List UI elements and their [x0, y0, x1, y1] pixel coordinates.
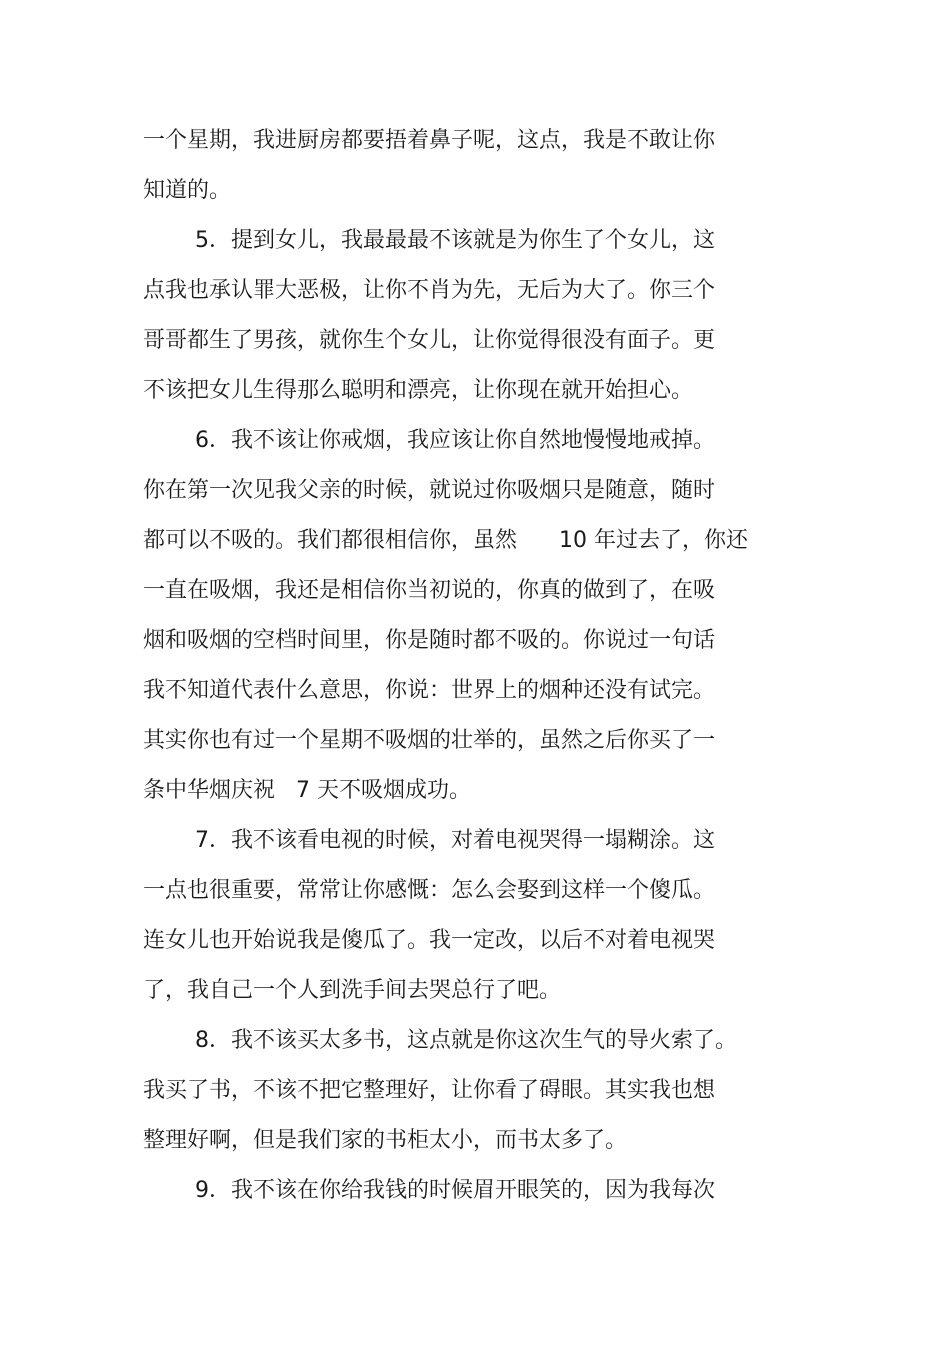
paragraph-6-start: 6．我不该让你戒烟，我应该让你自然地慢慢地戒掉。 [195, 428, 715, 453]
paragraph-9-start: 9．我不该在你给我钱的时候眉开眼笑的，因为我每次 [195, 1178, 715, 1203]
text-line: 不该把女儿生得那么聪明和漂亮，让你现在就开始担心。 [143, 378, 694, 403]
text-line: 了，我自己一个人到洗手间去哭总行了吧。 [143, 978, 562, 1003]
text-line: 一直在吸烟，我还是相信你当初说的，你真的做到了，在吸 [143, 578, 716, 603]
paragraph-8-start: 8．我不该买太多书，这点就是你这次生气的导火索了。 [195, 1028, 737, 1053]
text-line: 一个星期，我进厨房都要捂着鼻子呢，这点，我是不敢让你 [143, 128, 716, 153]
text-line: 点我也承认罪大恶极，让你不肖为先，无后为大了。你三个 [143, 278, 716, 303]
text-line: 知道的。 [143, 178, 232, 203]
text-line: 我买了书，不该不把它整理好，让你看了碍眼。其实我也想 [143, 1078, 716, 1103]
text-line: 我不知道代表什么意思，你说：世界上的烟种还没有试完。 [143, 678, 716, 703]
text-line: 条中华烟庆祝 7 天不吸烟成功。 [143, 778, 471, 803]
text-line: 都可以不吸的。我们都很相信你，虽然 10 年过去了，你还 [143, 528, 748, 553]
text-line: 哥哥都生了男孩，就你生个女儿，让你觉得很没有面子。更 [143, 328, 716, 353]
text-line: 连女儿也开始说我是傻瓜了。我一定改，以后不对着电视哭 [143, 928, 716, 953]
text-line: 其实你也有过一个星期不吸烟的壮举的，虽然之后你买了一 [143, 728, 716, 753]
text-line: 烟和吸烟的空档时间里，你是随时都不吸的。你说过一句话 [143, 628, 716, 653]
text-line: 整理好啊，但是我们家的书柜太小，而书太多了。 [143, 1128, 628, 1153]
paragraph-7-start: 7．我不该看电视的时候，对着电视哭得一塌糊涂。这 [195, 828, 715, 853]
text-line: 你在第一次见我父亲的时候，就说过你吸烟只是随意，随时 [143, 478, 716, 503]
text-line: 一点也很重要，常常让你感慨：怎么会娶到这样一个傻瓜。 [143, 878, 716, 903]
paragraph-5-start: 5．提到女儿，我最最最不该就是为你生了个女儿，这 [195, 228, 715, 253]
